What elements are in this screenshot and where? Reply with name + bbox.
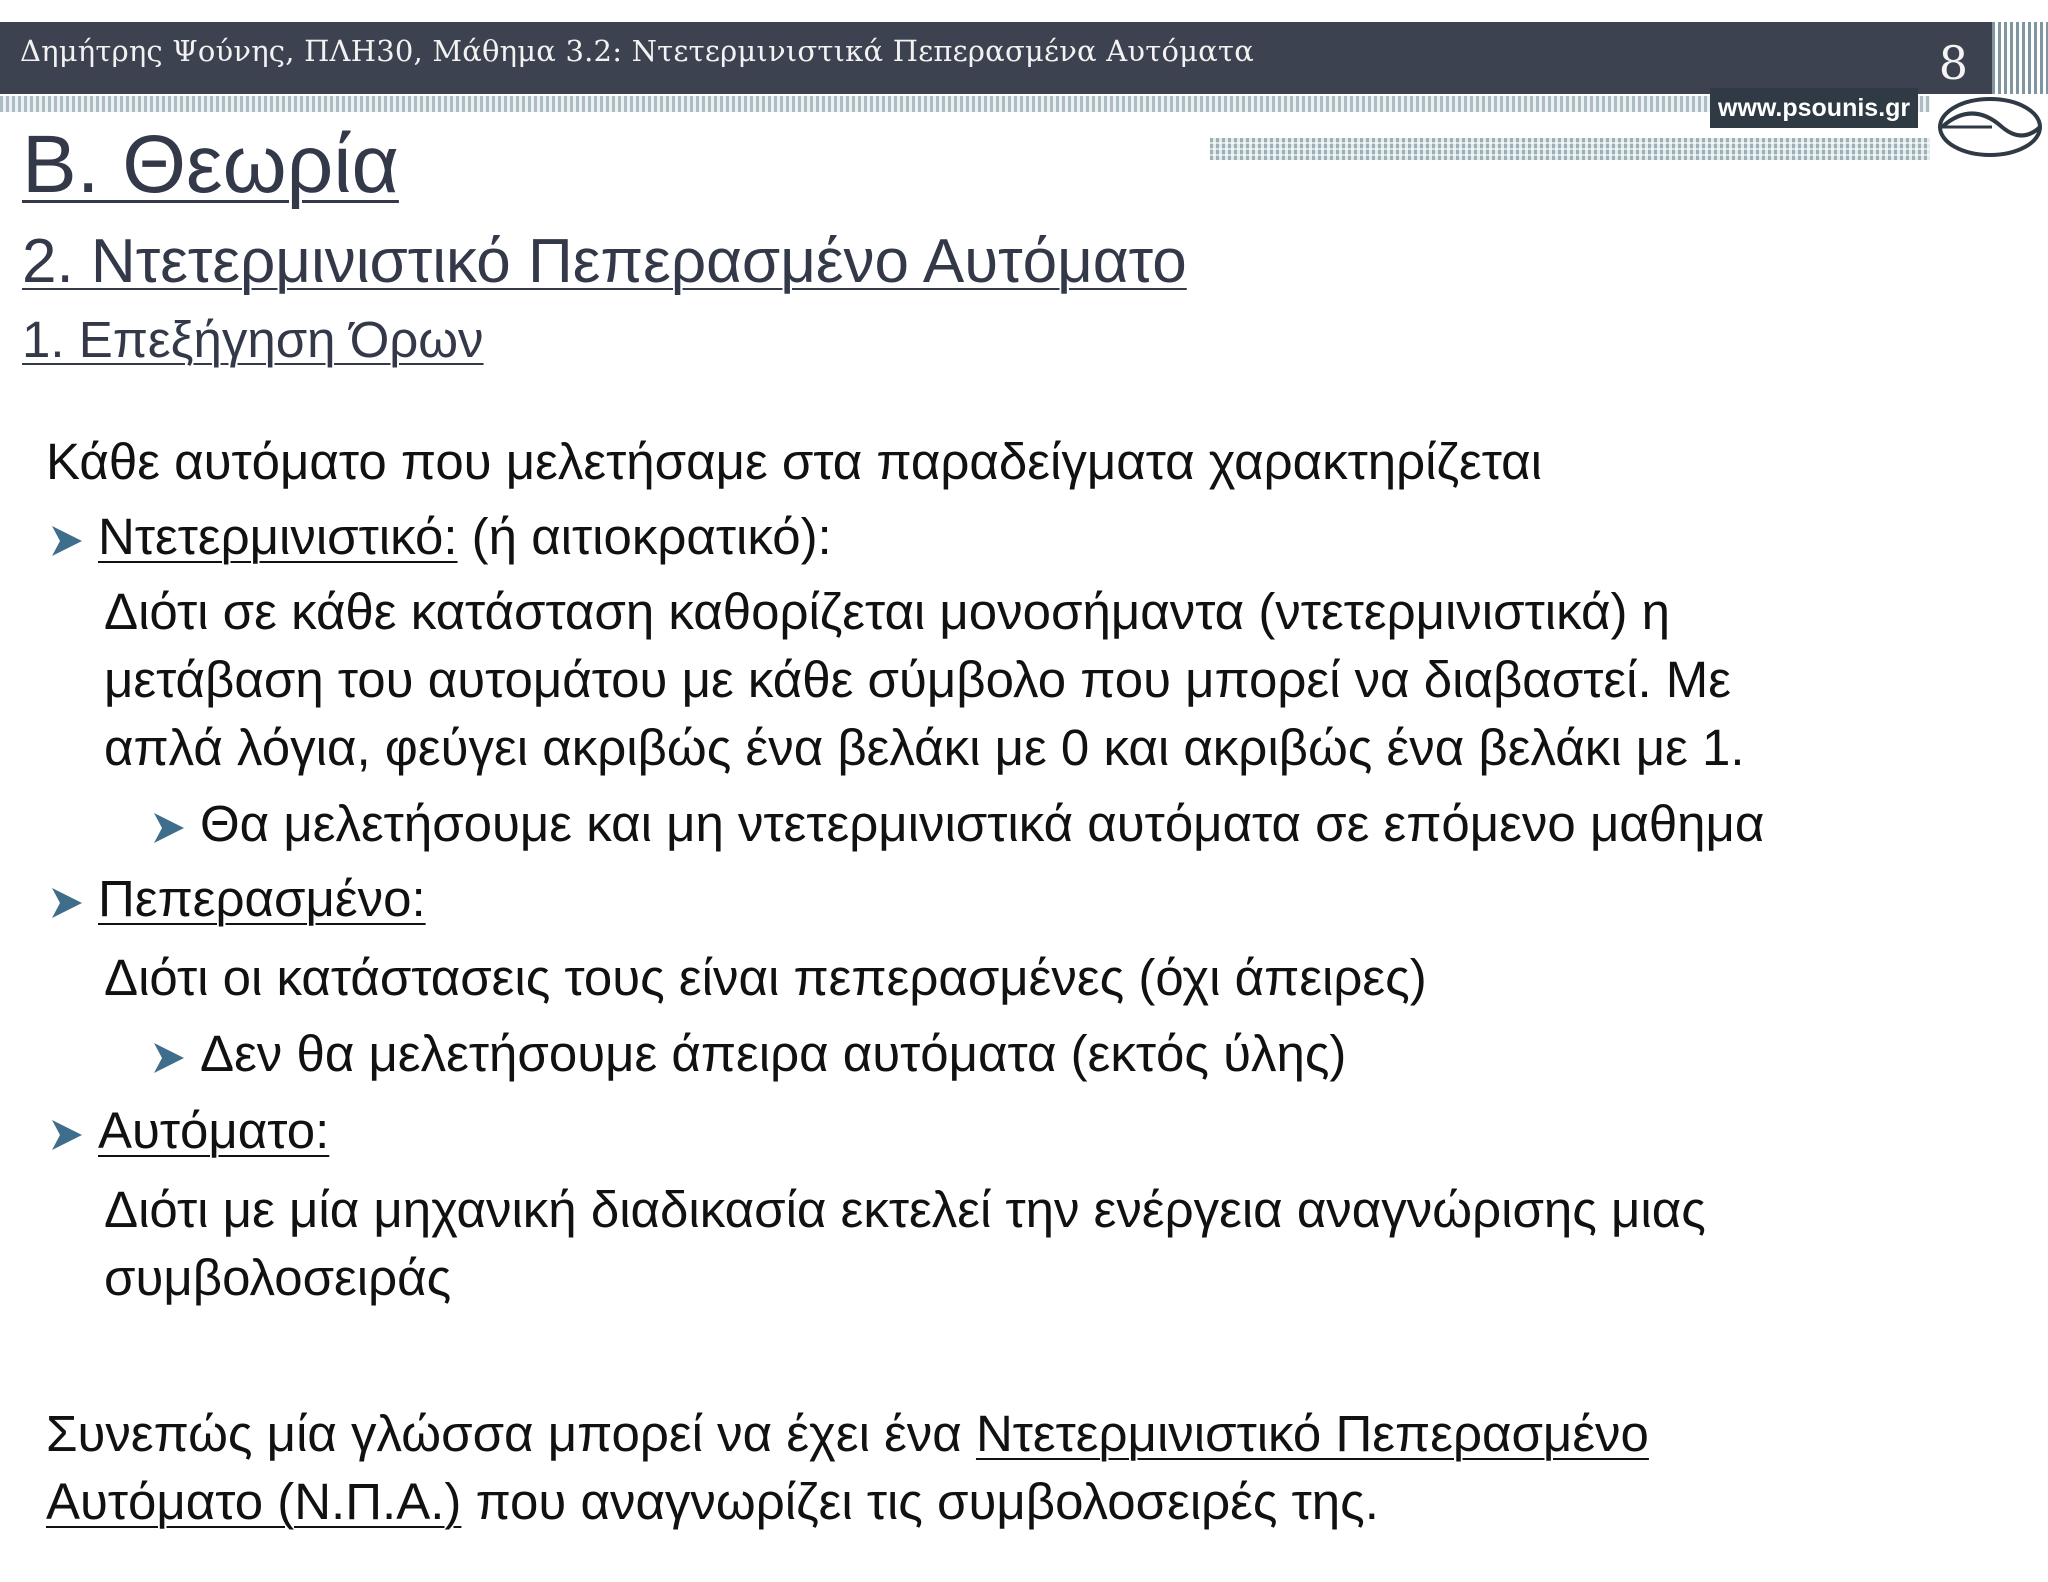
subsection-title: 1. Επεξήγηση Όρων bbox=[22, 311, 484, 368]
intro-text: Κάθε αυτόματο που μελετήσαμε στα παραδείγματα χαρακτηρίζεται bbox=[46, 433, 1542, 490]
sub-bullet-infinite-text: Δεν θα μελετήσουμε άπειρα αυτόματα (εκτός ύλης) bbox=[200, 1025, 1347, 1082]
automaton-line-1: Διότι με μία μηχανική διαδικασία εκτελεί την ενέργεια αναγνώρισης μιας bbox=[104, 1181, 1706, 1238]
header-decoration-stripes bbox=[1992, 22, 2048, 94]
page-number: 8 bbox=[1938, 36, 1968, 90]
slide-title: Β. Θεωρία bbox=[22, 119, 399, 210]
conclusion-line-2 bbox=[46, 1468, 1379, 1536]
conclusion-prefix: Συνεπώς μία γλώσσα μπορεί να έχει ένα bbox=[46, 1405, 976, 1462]
section-title: 2. Ντετερμινιστικό Πεπερασμένο Αυτόματο bbox=[22, 227, 1187, 296]
header-decoration-band bbox=[0, 96, 1930, 112]
term-deterministic: Ντετερμινιστικό: bbox=[98, 508, 458, 565]
arrow-bullet-icon bbox=[50, 886, 84, 920]
term-automaton: Αυτόματο: bbox=[98, 1102, 330, 1159]
deterministic-line-1: Διότι σε κάθε κατάσταση καθορίζεται μονοσήμαντα (ντετερμινιστικά) η bbox=[104, 583, 1670, 640]
arrow-bullet-icon bbox=[50, 524, 84, 558]
header-title: Δημήτρης Ψούνης, ΠΛΗ30, Μάθημα 3.2: Ντετερμινιστικά Πεπερασμένα Αυτόματα bbox=[20, 34, 1254, 68]
sub-bullet-infinite bbox=[152, 1020, 1346, 1088]
bullet-automaton bbox=[50, 1097, 329, 1165]
bullet-deterministic bbox=[50, 503, 832, 571]
sub-bullet-nondeterministic-text: Θα μελετήσουμε και μη ντετερμινιστικά αυτόματα σε επόμενο μαθημα bbox=[200, 795, 1765, 852]
arrow-bullet-icon bbox=[50, 1118, 84, 1152]
arrow-bullet-icon bbox=[152, 1041, 186, 1075]
deterministic-line-2: μετάβαση του αυτομάτου με κάθε σύμβολο που μπορεί να διαβαστεί. Με bbox=[104, 651, 1732, 708]
finite-line: Διότι οι κατάστασεις τους είναι πεπερασμένες (όχι άπειρες) bbox=[104, 949, 1427, 1006]
conclusion-term-2: Αυτόματο (Ν.Π.Α.) bbox=[46, 1473, 462, 1530]
bullet-finite bbox=[50, 865, 426, 933]
conclusion-suffix: που αναγνωρίζει τις συμβολοσειρές της. bbox=[461, 1473, 1379, 1530]
term-deterministic-rest: (ή αιτιοκρατικό): bbox=[457, 508, 832, 565]
arrow-bullet-icon bbox=[152, 811, 186, 845]
conclusion-term-1: Ντετερμινιστικό Πεπερασμένο bbox=[975, 1405, 1649, 1462]
psounis-logo-icon bbox=[1932, 92, 2044, 162]
sub-bullet-nondeterministic bbox=[152, 790, 1764, 858]
automaton-line-2: συμβολοσειράς bbox=[104, 1249, 452, 1306]
term-finite: Πεπερασμένο: bbox=[98, 870, 426, 927]
conclusion-line-1 bbox=[46, 1400, 1649, 1468]
header-decoration-band-secondary bbox=[1210, 138, 1930, 160]
deterministic-line-3: απλά λόγια, φεύγει ακριβώς ένα βελάκι με 0 και ακριβώς ένα βελάκι με 1. bbox=[104, 719, 1745, 776]
site-url: www.psounis.gr bbox=[1710, 88, 1918, 128]
